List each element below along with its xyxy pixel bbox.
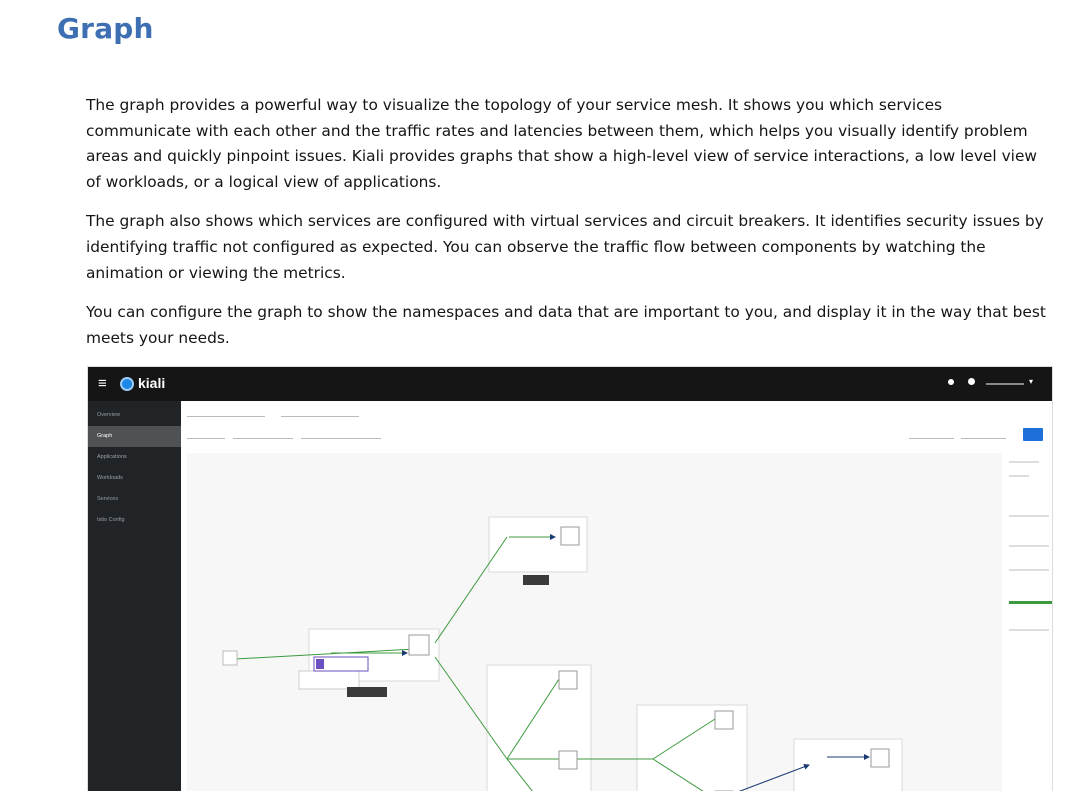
chevron-down-icon: ▾: [1029, 377, 1034, 386]
namespace-select: [187, 407, 265, 417]
page-title: Graph: [57, 12, 154, 45]
menu-icon: ≡: [98, 375, 107, 392]
topology-graph: [187, 453, 1002, 791]
bell-icon: [948, 379, 954, 385]
sidebar-item-istio-config: Istio Config: [97, 517, 125, 523]
app-logo-text: kiali: [138, 375, 166, 391]
sidebar: [88, 401, 181, 791]
graph-side-panel: [1006, 453, 1053, 791]
help-icon: [968, 378, 975, 385]
sidebar-item-applications: Applications: [97, 454, 127, 460]
sidebar-item-workloads: Workloads: [97, 475, 123, 481]
filter-input: [233, 429, 293, 439]
paragraph: The graph provides a powerful way to visualize the topology of your service mesh. It shows you which services communicate with each other and the traffic rates and latencies between them, which helps you visually identify problem areas and quickly pinpoint issues. Kiali provides graphs that show a high-level view of service interactions, a low level view of workloads, or a logical view of applications.: [86, 96, 1038, 191]
paragraph: You can configure the graph to show the namespaces and data that are important to you, and display it in the way that best meets your needs.: [86, 303, 1046, 347]
main-content: [181, 401, 1053, 791]
graph-canvas: [187, 453, 1002, 791]
time-range-select: [909, 429, 954, 439]
filter-select: [187, 429, 225, 439]
refresh-interval-select: [961, 429, 1006, 439]
sidebar-item-graph: Graph: [88, 426, 181, 447]
sidebar-item-overview: Overview: [97, 412, 120, 418]
graph-type-select: [281, 407, 359, 417]
document-body: [86, 93, 1048, 365]
user-menu: [986, 383, 1024, 385]
paragraph: The graph also shows which services are configured with virtual services and circuit breakers. It identifies security issues by identifying traffic not configured as expected. You can observe the traffic flow between components by watching the animation or viewing the metrics.: [86, 212, 1044, 282]
kiali-graph-screenshot: [87, 366, 1053, 791]
masthead: [88, 367, 1053, 401]
refresh-icon: [1023, 428, 1043, 441]
kiali-logo-icon: [120, 377, 134, 391]
sidebar-item-services: Services: [97, 496, 119, 502]
hide-input: [301, 429, 381, 439]
